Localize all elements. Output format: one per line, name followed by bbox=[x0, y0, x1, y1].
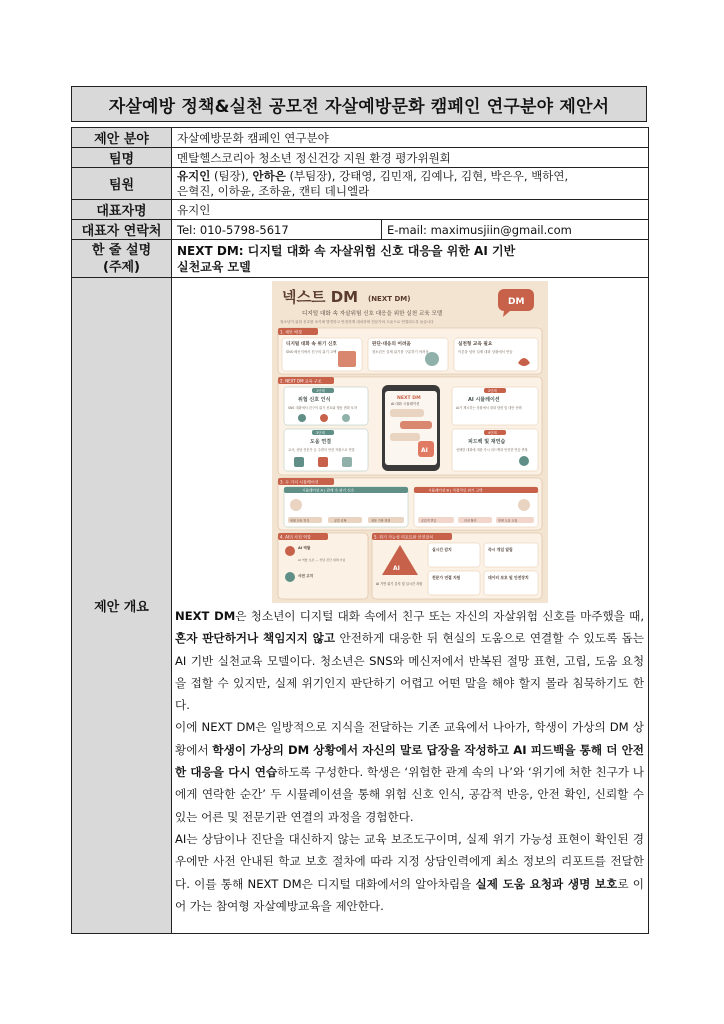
row-members bbox=[72, 168, 649, 200]
s1-card3-text: 이론을 넘어 실제 대화 상황에서 연습 bbox=[458, 350, 513, 354]
label-overview: 제안 개요 bbox=[72, 278, 172, 934]
checklist-icon bbox=[519, 456, 529, 466]
description-paragraph bbox=[175, 605, 644, 716]
body-text: 안전하게 대응한 뒤 현실의 도움으로 연결할 수 있도록 돕는 AI 기반 실천교육 모델이다. 청소년은 SNS와 메신저에서 반복된 절망 표현, 고립, 도움 요청을 접할 수 있지만, 실제 위기인지 판단하기 어렵고 어떤 말을 해야 할지 몰라 침묵하기도 한다. bbox=[175, 631, 645, 713]
s2-step1-text: SNS 대화에서 친구의 위기 신호와 행동 변화 포착 bbox=[288, 406, 357, 410]
eye-icon bbox=[298, 414, 306, 422]
section5-header: 5. 위기 가능성 리포트와 안전장치 bbox=[374, 534, 434, 540]
s2-step4-title: 피드백 및 재연습 bbox=[468, 439, 506, 445]
friend-icon bbox=[518, 499, 530, 511]
s3-right-title: 시뮬레이션 B | 직접적인 위기 고백 bbox=[428, 488, 483, 493]
s2-step3-title: 도움 연결 bbox=[310, 439, 332, 445]
members-line1: 강태영, 김민재, 김예나, 김현, 박은우, 백하연, bbox=[339, 168, 569, 183]
value-summary bbox=[172, 240, 649, 278]
poster-title-en: (NEXT DM) bbox=[368, 295, 411, 303]
s3-left-tag1: 위험 신호 인식 bbox=[290, 518, 310, 523]
row-summary bbox=[72, 240, 649, 278]
row-overview bbox=[72, 278, 649, 934]
section4-header: 4. AI의 사전 역할 bbox=[280, 534, 311, 540]
s2-step2-title: AI 시뮬레이션 bbox=[468, 397, 500, 403]
document-title-text: 자살예방 정책&실천 공모전 자살예방문화 캠페인 연구분야 제안서 bbox=[108, 96, 610, 117]
s3-left-tag2: 공감 표현 bbox=[334, 518, 347, 523]
body-text: AI는 상담이나 진단을 대신하지 않는 교육 보조도구이며, 실제 위기 가능성 표현이 확인된 경우에만 사전 안내된 학교 보호 절차에 따라 지정 상담인력에게 최소 정보의 리포트를 전달한다. 이를 통해 NEXT DM은 디지털 대화에서의 알아차림을 bbox=[175, 831, 645, 891]
body-text: 은 청소년이 디지털 대화 속에서 친구 또는 자신의 자살위험 신호를 마주했을 때, bbox=[235, 609, 645, 623]
row-field bbox=[72, 128, 649, 148]
poster-subtitle: 디지털 대화 속 자살위험 신호 대응을 위한 실천 교육 모델 bbox=[302, 311, 443, 317]
s5-item3: 전문가 연결 지원 bbox=[432, 575, 461, 580]
section4-panel bbox=[278, 533, 368, 599]
s2-step1 bbox=[284, 387, 368, 425]
s3-sim-b bbox=[414, 487, 538, 527]
description-paragraph bbox=[175, 828, 644, 917]
section1-card-3 bbox=[454, 338, 538, 371]
s1-card3-title: 실천형 교육 필요 bbox=[458, 342, 493, 347]
member-vice-role: (부팀장), bbox=[285, 168, 340, 183]
label-members: 팀원 bbox=[72, 168, 172, 200]
s4-item3: 사전 고지 bbox=[298, 574, 314, 578]
label-contact: 대표자 연락처 bbox=[72, 220, 172, 240]
ai-role-icon bbox=[285, 546, 295, 556]
s1-card1-text: SNS·메신저에서 친구의 위기 고백 bbox=[286, 350, 337, 354]
description-paragraph bbox=[175, 716, 644, 827]
s5-ai-caption: AI 기반 위기 감지 및 실시간 지원 bbox=[376, 582, 423, 586]
student-icon bbox=[290, 499, 302, 511]
s2-step3 bbox=[284, 429, 368, 471]
s3-right-tag2: 안전 확인 bbox=[464, 518, 477, 523]
member-leader: 유지인 bbox=[177, 168, 211, 183]
row-team bbox=[72, 148, 649, 168]
value-rep: 유지인 bbox=[172, 200, 649, 220]
value-team: 멘탈헬스코리아 청소년 정신건강 지원 환경 평가위원회 bbox=[172, 148, 649, 168]
section3-header: 3. 두 가지 시뮬레이션 bbox=[280, 479, 319, 485]
summary-line1: NEXT DM: 디지털 대화 속 자살위험 신호 대응을 위한 AI 기반 bbox=[177, 243, 516, 258]
s2-step2-text: AI가 제시하는 상황에서 대화 답변 및 대안 선택 bbox=[456, 406, 522, 410]
emphasis-text: 실제 도움 요청과 생명 보호 bbox=[475, 876, 618, 891]
s1-card2-text: 청소년은 실제 위기를 구분하기 어려움 bbox=[372, 350, 429, 354]
s2-step3-text: 교사, 상담 전문가 등 주변의 안전 자원으로 연결 bbox=[288, 448, 355, 452]
poster-subline: 청소년이 위험 신호를 조기에 발견하고 안전하게 대처하며 전문가의 도움으로 연결되도록 돕습니다 bbox=[280, 320, 434, 324]
value-members bbox=[172, 168, 649, 200]
section2-header: 2. NEXT DM 교육 구조 bbox=[280, 378, 322, 384]
emphasis-text: 학생이 가상의 DM 상황에서 자신의 말로 답장을 작성하고 AI 피드백을 통해 더 안전한 대응을 다시 연습 bbox=[175, 742, 645, 780]
label-summary-line1: 한 줄 설명 bbox=[91, 242, 152, 258]
chat-icon bbox=[338, 351, 356, 367]
poster-image bbox=[272, 281, 548, 603]
poster-title: 넥스트 DM bbox=[282, 288, 359, 306]
member-leader-role: (팀장), bbox=[210, 168, 253, 183]
overview-description bbox=[172, 603, 648, 917]
s2-step2-label: 2단계 bbox=[488, 389, 497, 393]
row-contact bbox=[72, 220, 649, 240]
counselor-icon bbox=[318, 457, 328, 467]
s5-item2: 즉시 개입 알림 bbox=[488, 547, 513, 552]
value-email: E-mail: maximusjiin@gmail.com bbox=[382, 220, 649, 240]
emphasis-text: 혼자 판단하거나 책임지지 않고 bbox=[175, 631, 336, 646]
phone-title: NEXT DM bbox=[397, 396, 421, 401]
school-icon bbox=[294, 457, 304, 467]
s3-right-tag3: 함께 도움 요청 bbox=[498, 518, 518, 523]
dm-badge-text: DM bbox=[508, 297, 525, 307]
section1-card-2 bbox=[368, 338, 448, 371]
message-icon bbox=[342, 414, 350, 422]
s2-step1-label: 1단계 bbox=[316, 389, 325, 393]
s1-card2-title: 판단·대응의 어려움 bbox=[372, 342, 411, 347]
s3-sim-a bbox=[284, 487, 408, 527]
summary-line2: 실천교육 모델 bbox=[177, 259, 251, 274]
value-field: 자살예방문화 캠페인 연구분야 bbox=[172, 128, 649, 148]
body-text: 로 이어 가는 참여형 자살예방교육을 제안한다. bbox=[175, 876, 645, 913]
document-title bbox=[71, 86, 647, 122]
label-field: 제안 분야 bbox=[72, 128, 172, 148]
hospital-icon bbox=[342, 457, 352, 467]
s4-item2: AI 역할 보조 — 상담·진단 대체 아님 bbox=[298, 558, 346, 562]
s2-step2 bbox=[452, 387, 538, 425]
s2-step4 bbox=[452, 429, 538, 471]
section1-card-1 bbox=[282, 338, 362, 371]
section1-header: 1. 제안 배경 bbox=[280, 329, 302, 335]
s2-step1-title: 위험 신호 인식 bbox=[298, 397, 331, 403]
row-rep bbox=[72, 200, 649, 220]
s5-item1: 실시간 감지 bbox=[432, 547, 452, 552]
notice-icon bbox=[285, 572, 295, 582]
label-summary-line2: (주제) bbox=[103, 259, 140, 275]
phone-ai-label: AI bbox=[421, 447, 428, 454]
phone-subtitle: AI 대화 시뮬레이션 bbox=[391, 402, 420, 406]
member-vice: 안하은 bbox=[252, 168, 286, 183]
label-team: 팀명 bbox=[72, 148, 172, 168]
s2-step4-text: 선택한 대화에 대한 즉시 피드백과 안전한 연습 반복 bbox=[456, 448, 528, 452]
s5-ai-glyph: AI bbox=[393, 565, 400, 572]
body-text: 하도록 구성한다. 학생은 ‘위험한 관계 속의 나’와 ‘위기에 처한 친구가 나에게 연락한 순간’ 두 시뮬레이션을 통해 위험 신호 인식, 공감적 반응, 안전 확인, 신뢰할 수 있는 어른 및 전문기관 연결의 과정을 경험한다. bbox=[175, 765, 645, 824]
s3-left-title: 시뮬레이션 A | 관계 속 위기 신호 bbox=[302, 488, 355, 493]
value-tel: Tel: 010-5798-5617 bbox=[172, 220, 382, 240]
s1-card1-title: 디지털 대화 속 위기 신호 bbox=[286, 342, 337, 347]
question-icon bbox=[425, 352, 439, 366]
s5-item4: 데이터 보호 및 안전장치 bbox=[488, 575, 529, 580]
phone-illustration bbox=[382, 385, 440, 471]
s4-item1: AI 역할 bbox=[298, 546, 311, 550]
members-line2: 은혁진, 이하윤, 조하윤, 캔티 데니엘라 bbox=[177, 183, 370, 198]
body-text: 이에 NEXT DM은 일방적으로 지식을 전달하는 기존 교육에서 나아가, 학생이 가상의 DM 상황에서 bbox=[175, 720, 645, 757]
s2-step4-label: 4단계 bbox=[488, 431, 497, 435]
warning-icon bbox=[320, 414, 328, 422]
label-rep: 대표자명 bbox=[72, 200, 172, 220]
emphasis-text: NEXT DM bbox=[175, 609, 236, 623]
s3-left-tag3: 전문 기관 연결 bbox=[371, 518, 391, 523]
label-summary bbox=[72, 240, 172, 278]
value-overview bbox=[172, 278, 649, 934]
s2-step3-label: 3단계 bbox=[316, 431, 325, 435]
proposal-form-table bbox=[71, 127, 649, 934]
s3-right-tag1: 공감적 반응 bbox=[421, 518, 437, 523]
